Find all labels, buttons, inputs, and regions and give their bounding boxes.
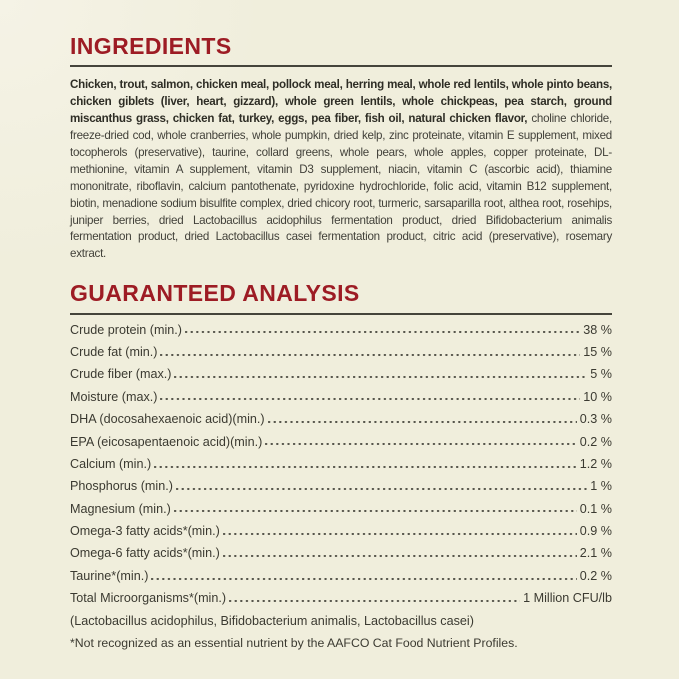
- analysis-row-label: Crude fat (min.): [70, 344, 158, 359]
- dot-leader: [229, 597, 520, 602]
- dot-leader: [174, 373, 587, 378]
- analysis-row-label: Omega-6 fatty acids*(min.): [70, 546, 220, 561]
- analysis-row: [70, 502, 612, 524]
- analysis-row-label: Crude protein (min.): [70, 322, 182, 337]
- analysis-row: [70, 524, 612, 546]
- guaranteed-analysis-table: [70, 323, 612, 614]
- analysis-row: [70, 323, 612, 345]
- dot-leader: [185, 329, 580, 334]
- analysis-row-label: Crude fiber (max.): [70, 367, 172, 382]
- dot-leader: [154, 463, 577, 468]
- analysis-row: [70, 591, 612, 613]
- dot-leader: [265, 441, 577, 446]
- analysis-row-value: 2.1 %: [579, 546, 612, 561]
- analysis-row-label: EPA (eicosapentaenoic acid)(min.): [70, 434, 263, 449]
- dot-leader: [160, 351, 580, 356]
- analysis-row-value: 0.2 %: [579, 568, 612, 583]
- ingredients-secondary-list: choline chloride, freeze-dried cod, whole cranberries, whole pumpkin, dried kelp, zinc proteinate, vitamin E supplement, mixed tocopherols (preservative), taurine, collard greens, whole pears, whole apples, copper proteinate, DL-methionine, vitamin A supplement, vitamin D3 supplement, niacin, vitamin C (ascorbic acid), thiamine mononitrate, riboflavin, calcium pantothenate, pyridoxine hydrochloride, folic acid, vitamin B12 supplement, biotin, menadione sodium bisulfite complex, dried chicory root, turmeric, sarsaparilla root, althea root, rosehips, juniper berries, dried Lactobacillus acidophilus fermentation product, dried Bifidobacterium animalis fermentation product, dried Lactobacillus casei fermentation product, citric acid (preservative), rosemary extract.: [70, 112, 612, 261]
- analysis-row-value: 15 %: [583, 344, 612, 359]
- dot-leader: [174, 508, 577, 513]
- analysis-row: [70, 546, 612, 568]
- analysis-row-label: Calcium (min.): [70, 456, 152, 471]
- analysis-row-label: Total Microorganisms*(min.): [70, 591, 227, 606]
- guaranteed-analysis-section: [70, 281, 612, 658]
- analysis-row: [70, 390, 612, 412]
- analysis-row-value: 0.1 %: [579, 501, 612, 516]
- analysis-row-value: 1 %: [590, 479, 612, 494]
- ingredients-heading: INGREDIENTS: [70, 33, 232, 59]
- guaranteed-analysis-divider: [70, 313, 612, 315]
- analysis-row: [70, 569, 612, 591]
- analysis-row: [70, 345, 612, 367]
- analysis-row: [70, 367, 612, 389]
- dot-leader: [176, 485, 587, 490]
- analysis-row-label: Moisture (max.): [70, 389, 158, 404]
- analysis-row: [70, 435, 612, 457]
- ingredients-section: [70, 34, 612, 263]
- analysis-row-label: Omega-3 fatty acids*(min.): [70, 524, 220, 539]
- analysis-row: [70, 457, 612, 479]
- analysis-row-label: Magnesium (min.): [70, 501, 171, 516]
- analysis-row-value: 10 %: [583, 389, 612, 404]
- analysis-row: [70, 412, 612, 434]
- analysis-row-label: Taurine*(min.): [70, 568, 149, 583]
- dot-leader: [151, 575, 576, 580]
- analysis-row: [70, 479, 612, 501]
- analysis-row-value: 1.2 %: [579, 456, 612, 471]
- ingredients-divider: [70, 65, 612, 67]
- analysis-row-label: DHA (docosahexaenoic acid)(min.): [70, 412, 265, 427]
- analysis-row-value: 0.3 %: [579, 412, 612, 427]
- analysis-row-value: 0.2 %: [579, 434, 612, 449]
- dot-leader: [223, 530, 577, 535]
- dot-leader: [223, 552, 577, 557]
- ingredients-paragraph: [70, 77, 612, 263]
- analysis-row-value: 5 %: [590, 367, 612, 382]
- analysis-row-value: 1 Million CFU/lb: [523, 591, 612, 606]
- dot-leader: [160, 396, 580, 401]
- analysis-row-value: 0.9 %: [579, 524, 612, 539]
- analysis-row-value: 38 %: [583, 322, 612, 337]
- aafco-footnote: *Not recognized as an essential nutrient by the AAFCO Cat Food Nutrient Profiles.: [70, 636, 518, 651]
- analysis-row-label: Phosphorus (min.): [70, 479, 173, 494]
- ingredients-primary-list: Chicken, trout, salmon, chicken meal, pollock meal, herring meal, whole red lentils, whole pinto beans, chicken giblets (liver, heart, gizzard), whole green lentils, whole chickpeas, pea starch, ground miscanthus grass, chicken fat, turkey, eggs, pea fiber, fish oil, natural chicken flavor,: [70, 78, 612, 126]
- microorganisms-detail: (Lactobacillus acidophilus, Bifidobacterium animalis, Lactobacillus casei): [70, 613, 474, 628]
- dot-leader: [268, 418, 577, 423]
- guaranteed-analysis-heading: GUARANTEED ANALYSIS: [70, 280, 360, 307]
